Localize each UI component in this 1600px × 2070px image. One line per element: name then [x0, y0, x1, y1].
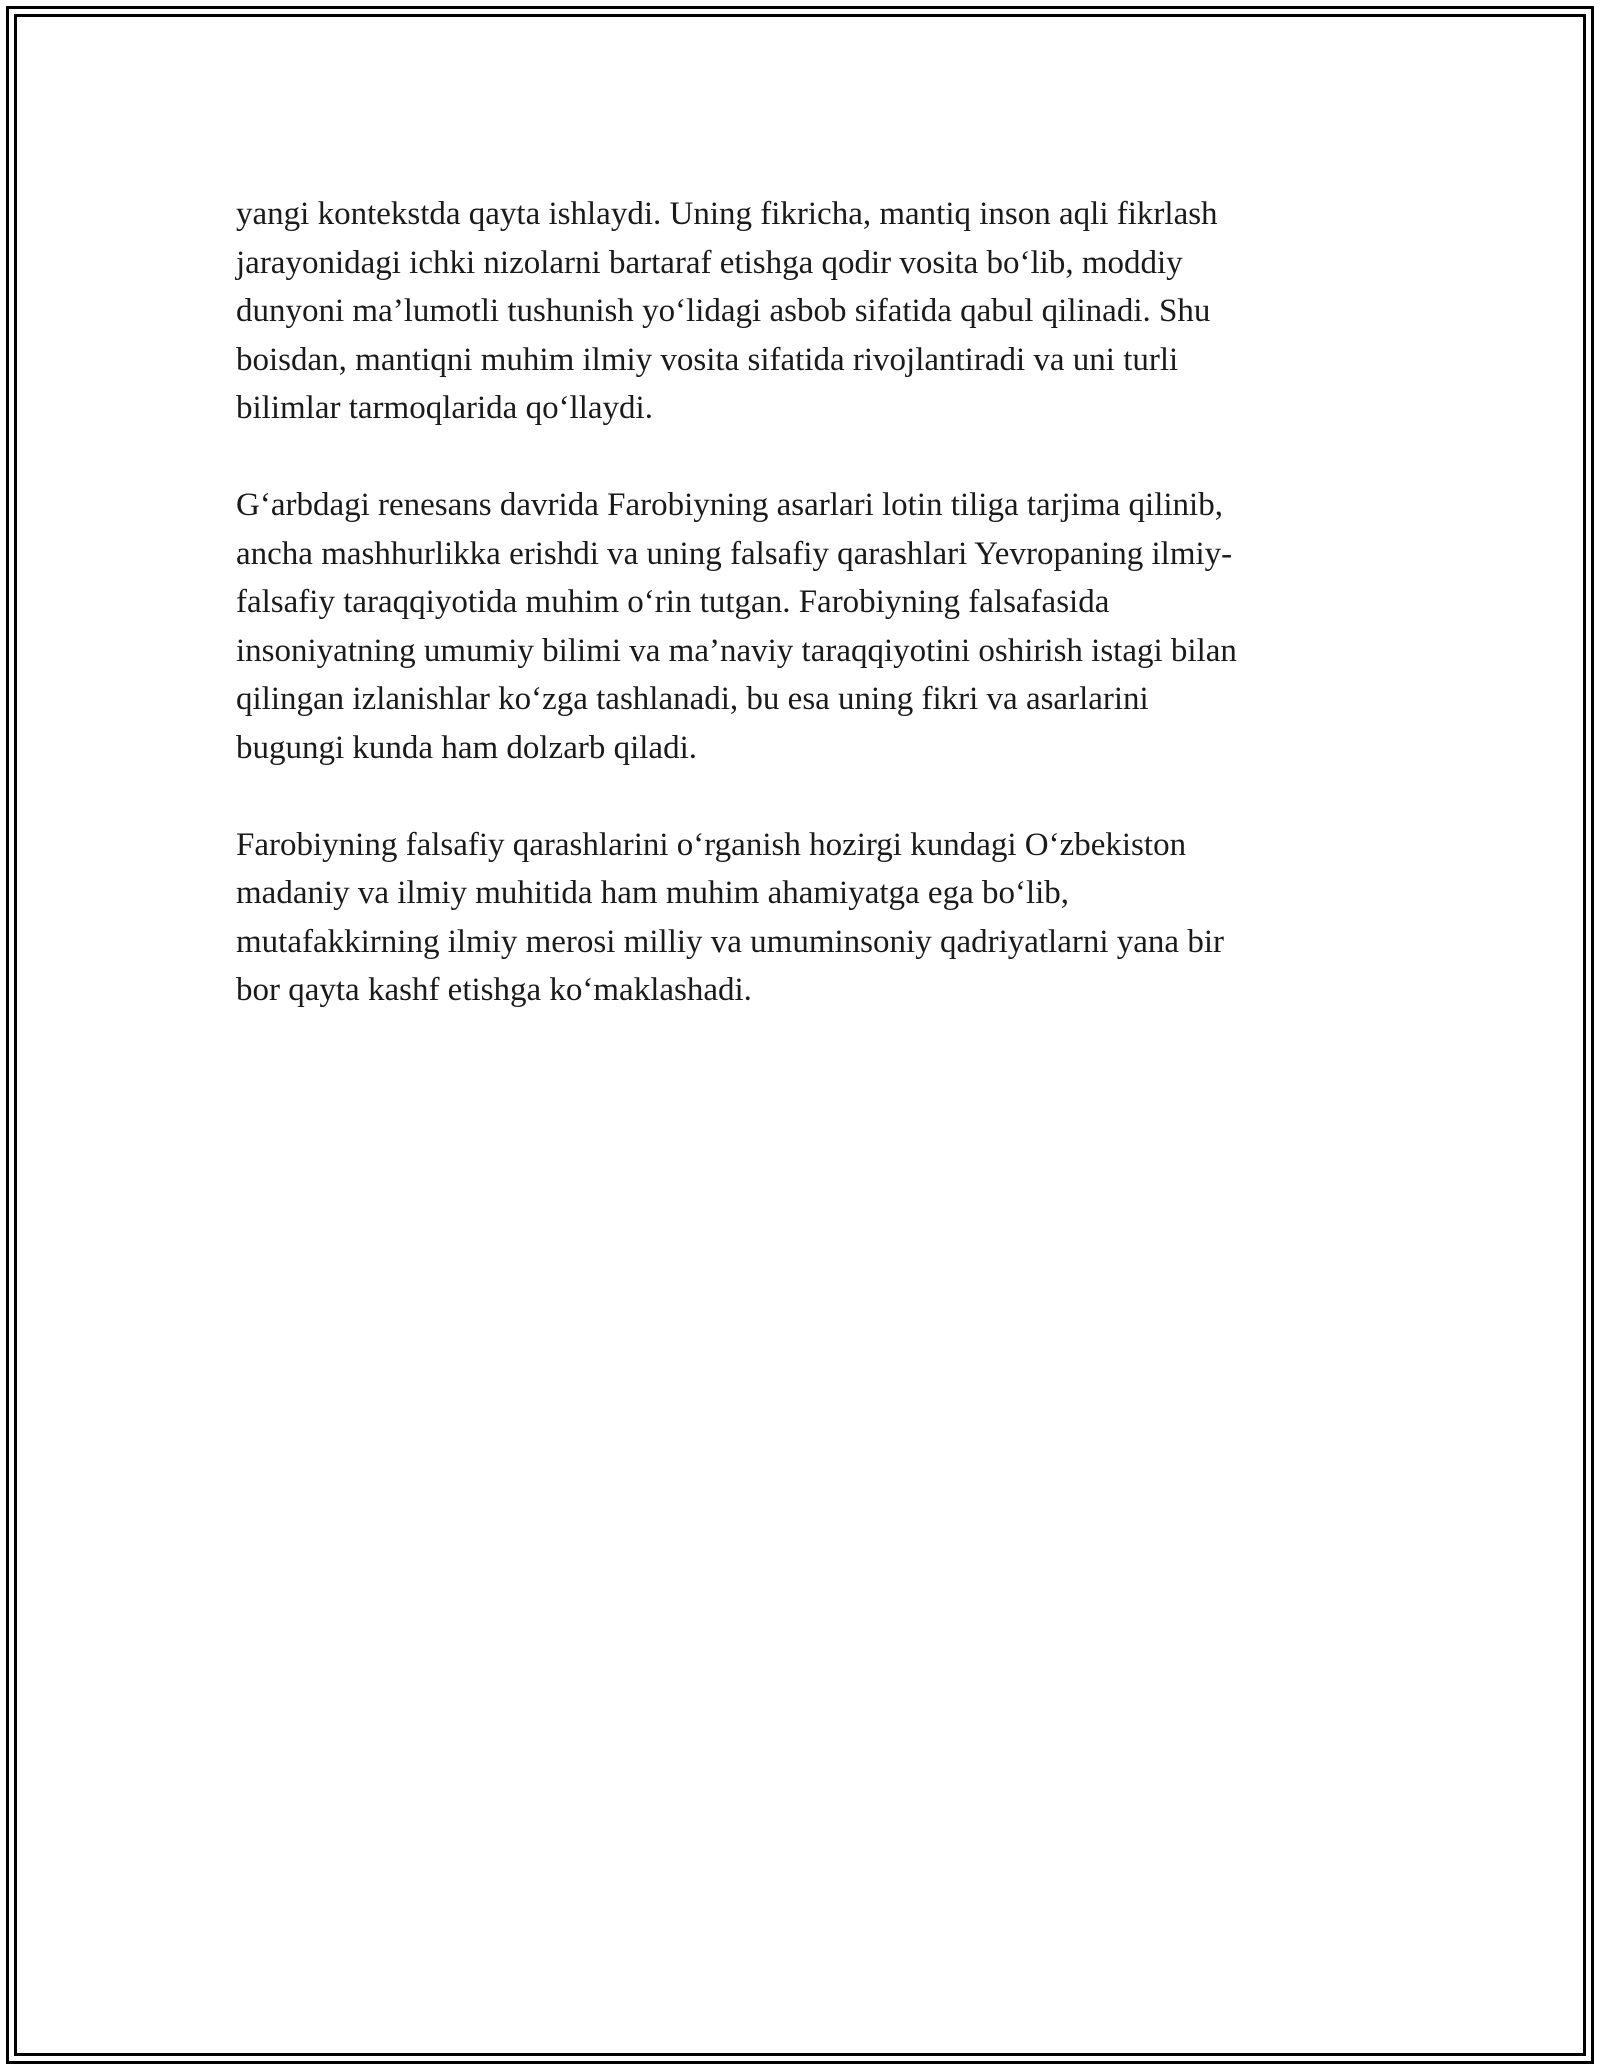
paragraph-uzbekistan: [236, 821, 1366, 1015]
text-line: ancha mashhurlikka erishdi va uning falsafiy qarashlari Yevropaning ilmiy-: [236, 535, 1233, 572]
text-line: qilingan izlanishlar ko‘zga tashlanadi, bu esa uning fikri va asarlarini: [236, 681, 1149, 717]
text-line: Farobiyning falsafiy qarashlarini o‘rganish hozirgi kundagi O‘zbekiston: [236, 826, 1187, 863]
text-line: bilimlar tarmoqlarida qo‘llaydi.: [236, 390, 653, 426]
paragraph-renaissance: [236, 481, 1366, 772]
text-line: yangi kontekstda qayta ishlaydi. Uning fikricha, mantiq inson aqli fikrlash: [236, 196, 1218, 232]
text-line: falsafiy taraqqiyotida muhim o‘rin tutgan. Farobiyning falsafasida: [236, 584, 1110, 620]
text-line: insoniyatning umumiy bilimi va ma’naviy taraqqiyotini oshirish istagi bilan: [236, 632, 1237, 669]
document-body: [236, 190, 1366, 1063]
text-line: jarayonidagi ichki nizolarni bartaraf etishga qodir vosita bo‘lib, moddiy: [236, 244, 1183, 281]
text-line: dunyoni ma’lumotli tushunish yo‘lidagi asbob sifatida qabul qilinadi. Shu: [236, 293, 1211, 329]
text-line: bugungi kunda ham dolzarb qiladi.: [236, 729, 697, 766]
text-line: mutafakkirning ilmiy merosi milliy va umuminsoniy qadriyatlarni yana bir: [236, 923, 1224, 960]
text-line: bor qayta kashf etishga ko‘maklashadi.: [236, 972, 752, 1008]
text-line: madaniy va ilmiy muhitida ham muhim ahamiyatga ega bo‘lib,: [236, 875, 1070, 911]
text-line: boisdan, mantiqni muhim ilmiy vosita sifatida rivojlantiradi va uni turli: [236, 341, 1179, 378]
paragraph-logic: [236, 190, 1366, 433]
text-line: G‘arbdagi renesans davrida Farobiyning asarlari lotin tiliga tarjima qilinib,: [236, 487, 1223, 523]
